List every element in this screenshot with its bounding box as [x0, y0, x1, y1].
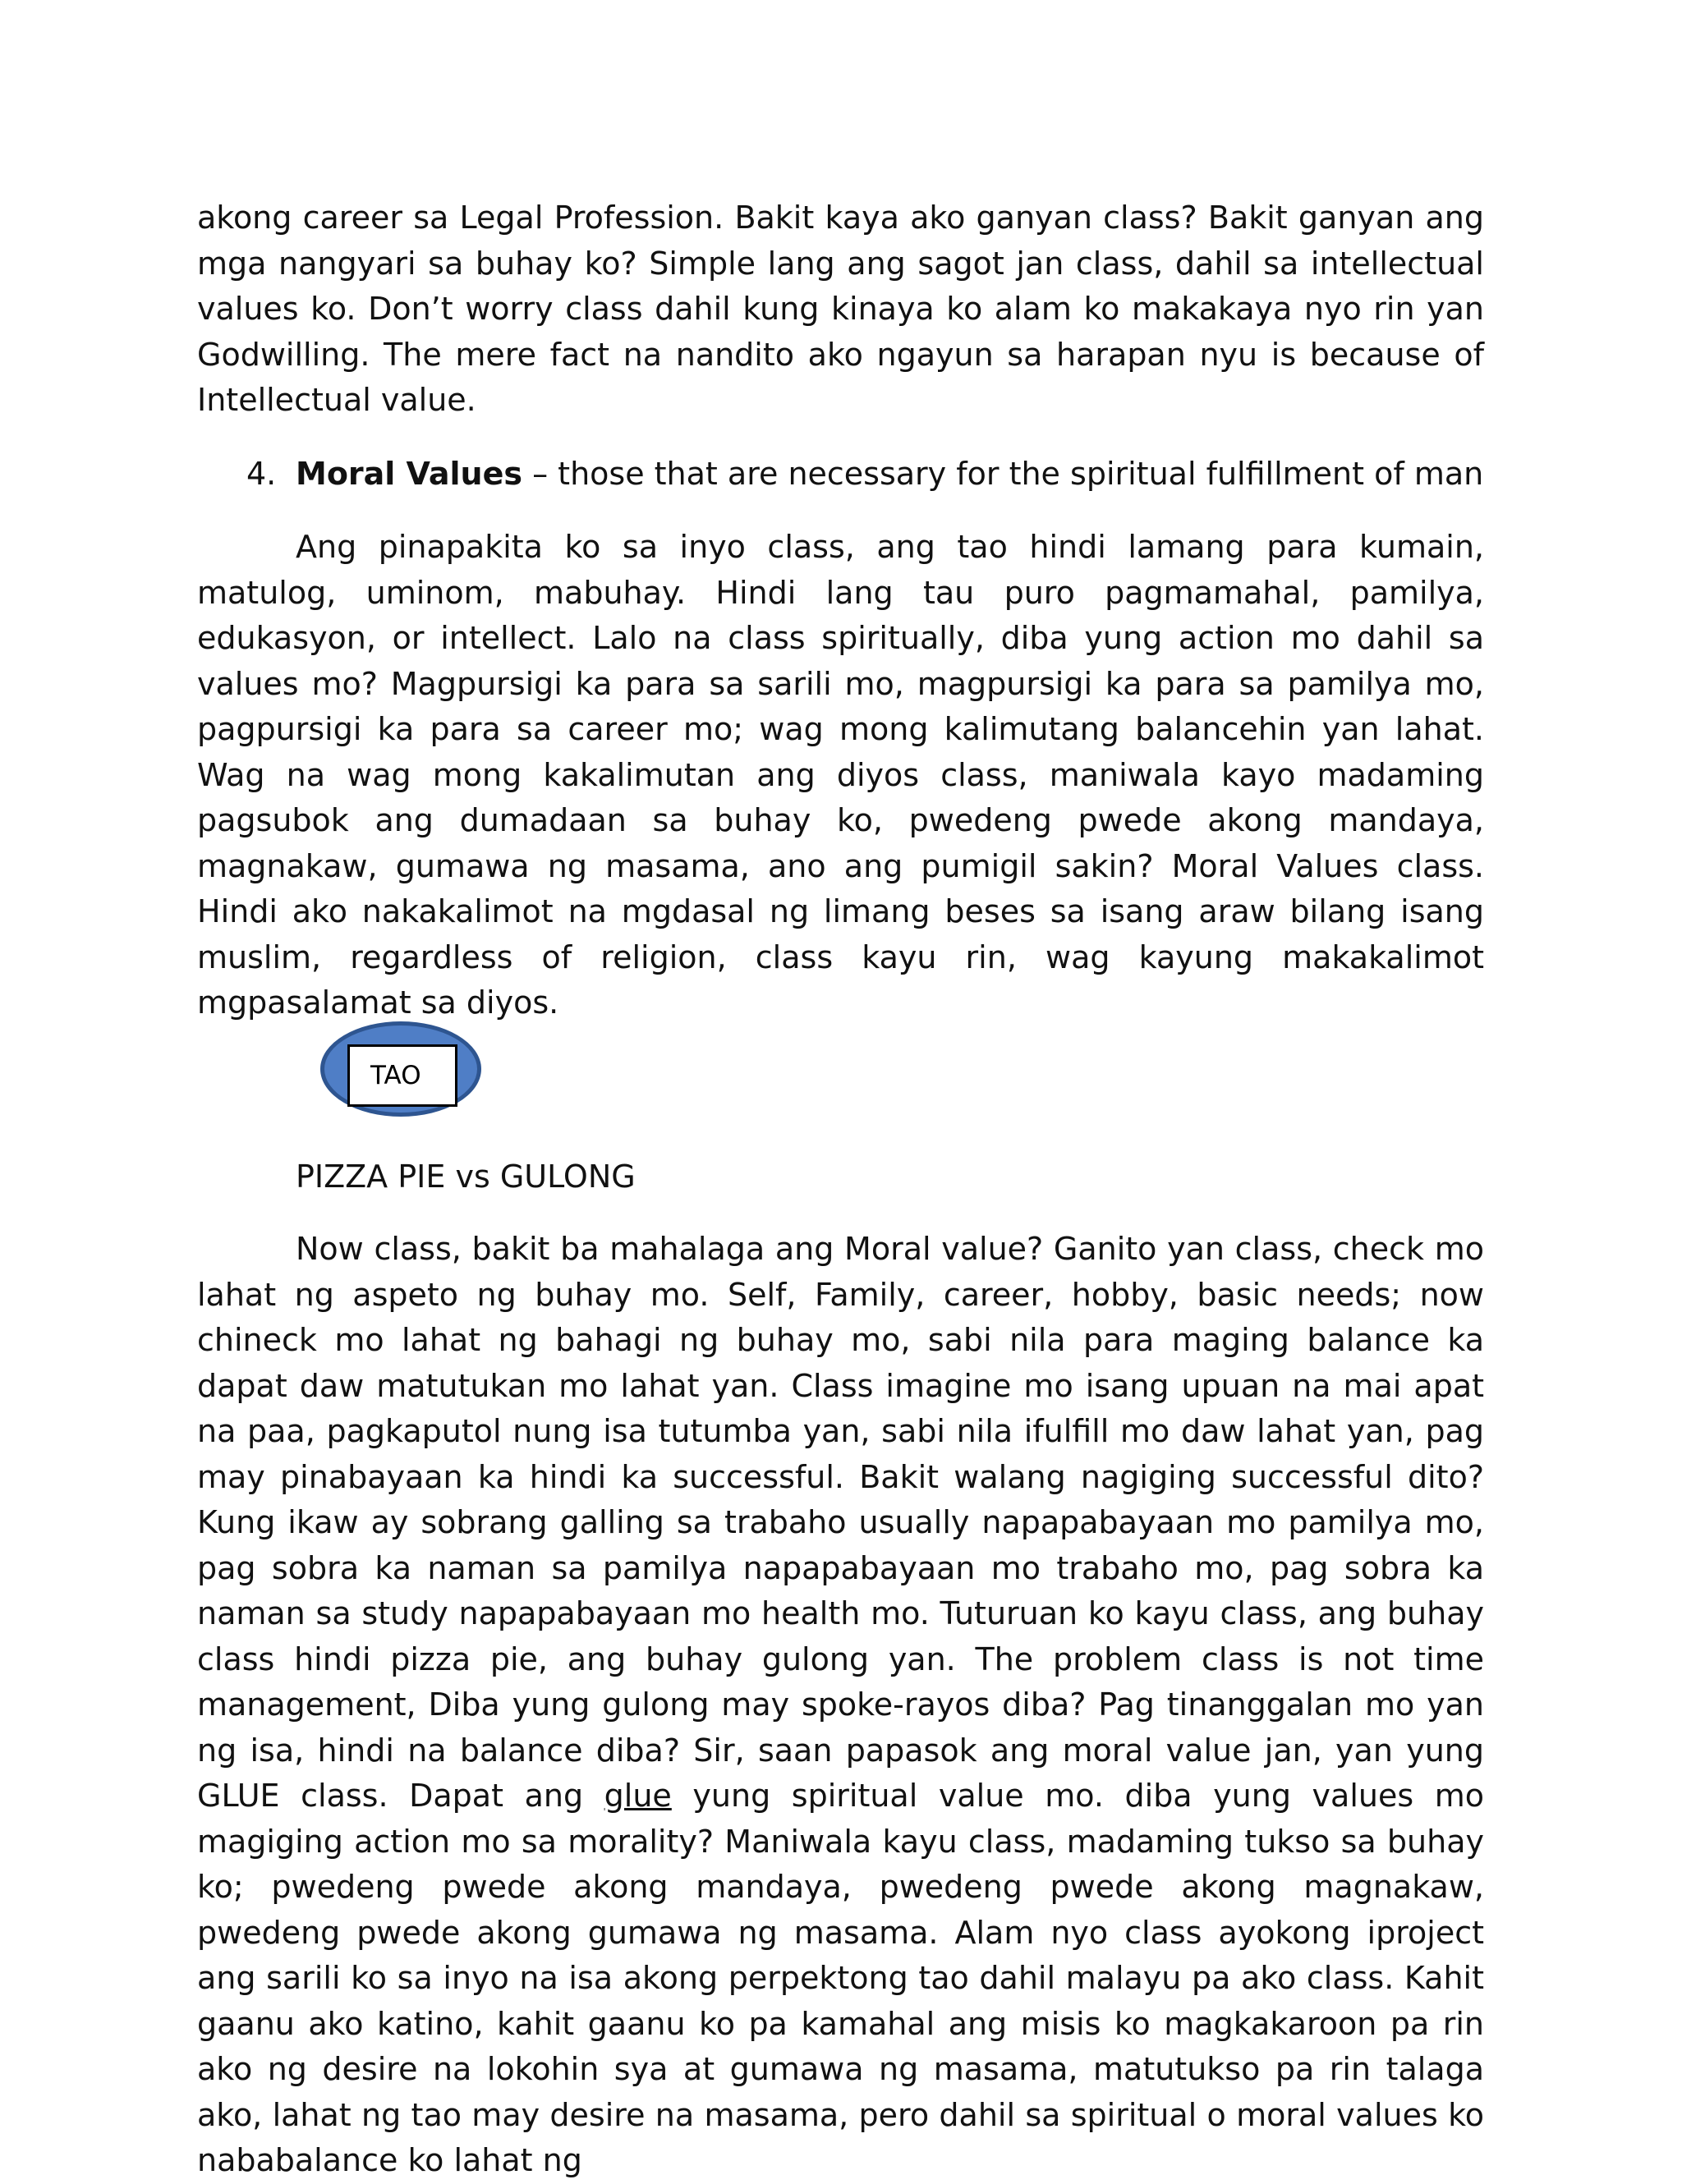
paragraph-pizza-pie-vs-gulong [197, 1227, 1484, 2184]
list-item-moral-values [197, 452, 1484, 498]
paragraph-text-part-2: yung spiritual value mo. diba yung values mo magiging action mo sa morality? Maniwala kayu class, madaming tukso sa buhay ko; pwedeng pwede akong mandaya, pwedeng pwede akong magnakaw, pwedeng pwede akong gumawa ng masama. Alam nyo class ayokong iproject ang sarili ko sa inyo na isa akong perpektong tao dahil malayu pa ako class. Kahit gaanu ako katino, kahit gaanu ko pa kamahal ang misis ko magkakaroon pa rin ako ng desire na lokohin sya at gumawa ng masama, matutukso pa rin talaga ako, lahat ng tao may desire na masama, pero dahil sa spiritual o moral values ko nababalance ko lahat ng [197, 1778, 1484, 2178]
section-heading: PIZZA PIE vs GULONG [296, 1158, 636, 1195]
paragraph-spacing [197, 1200, 1484, 1227]
list-term: Moral Values [296, 455, 523, 492]
document-body [197, 195, 1484, 2184]
paragraph-text-part-1: Now class, bakit ba mahalaga ang Moral value? Ganito yan class, check mo lahat ng aspeto ng buhay mo. Self, Family, career, hobby, basic needs; now chineck mo lahat ng bahagi ng buhay mo, sabi nila para maging balance ka dapat daw matutukan mo lahat yan. Class imagine mo isang upuan na mai apat na paa, pagkaputol nung isa tutumba yan, sabi nila ifulfill mo daw lahat yan, pag may pinabayaan ka hindi ka successful. Bakit walang nagiging successful dito? Kung ikaw ay sobrang galling sa trabaho usually napapabayaan mo pamilya mo, pag sobra ka naman sa pamilya napapabayaan mo trabaho mo, pag sobra ka naman sa study napapabayaan mo health mo. Tuturuan ko kayu class, ang buhay class hindi pizza pie, ang buhay gulong yan. The problem class is not time management, Diba yung gulong may spoke-rayos diba? Pag tinanggalan mo yan ng isa, hindi na balance diba? Sir, saan papasok ang moral value jan, yan yung GLUE class. Dapat ang [197, 1231, 1484, 1814]
paragraph-spacing [197, 424, 1484, 452]
paragraph-spacing [197, 497, 1484, 525]
tao-label-box: TAO [347, 1044, 457, 1107]
underlined-word-glue: glue [604, 1778, 672, 1814]
paragraph-intellectual-value: akong career sa Legal Profession. Bakit kaya ako ganyan class? Bakit ganyan ang mga nangyari sa buhay ko? Simple lang ang sagot jan class, dahil sa intellectual values ko. Don’t worry class dahil kung kinaya ko alam ko makakaya nyo rin yan Godwilling. The mere fact na nandito ako ngayun sa harapan nyu is because of Intellectual value. [197, 200, 1484, 418]
list-definition: – those that are necessary for the spiritual fulfillment of man [522, 455, 1484, 492]
list-number: 4. [246, 455, 277, 492]
paragraph-moral-values: Ang pinapakita ko sa inyo class, ang tao hindi lamang para kumain, matulog, uminom, mabuhay. Hindi lang tau puro pagmamahal, pamilya, edukasyon, or intellect. Lalo na class spiritually, diba yung action mo dahil sa values mo? Magpursigi ka para sa sarili mo, magpursigi ka para sa pamilya mo, pagpursigi ka para sa career mo; wag mong kalimutang balancehin yan lahat. Wag na wag mong kakalimutan ang diyos class, maniwala kayo madaming pagsubok ang dumadaan sa buhay ko, pwedeng pwede akong mandaya, magnakaw, gumawa ng masama, ano ang pumigil sakin? Moral Values class. Hindi ako nakakalimot na mgdasal ng limang beses sa isang araw bilang isang muslim, regardless of religion, class kayu rin, wag kayung makakalimot mgpasalamat sa diyos. [197, 529, 1484, 1021]
tao-diagram [197, 1026, 1484, 1154]
